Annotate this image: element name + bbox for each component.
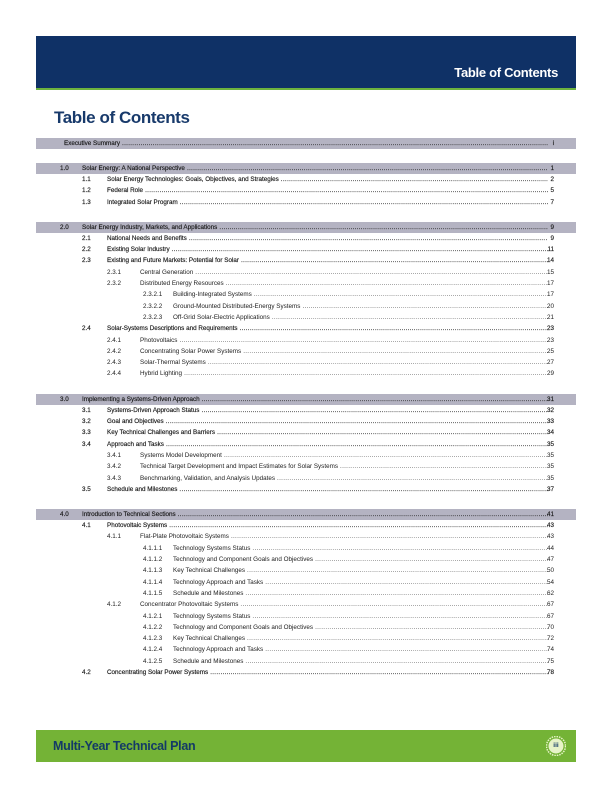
toc-entry-number: 4.1.2 (107, 601, 122, 609)
toc-entry[interactable] (36, 554, 576, 565)
toc-entry-number: 3.2 (82, 418, 91, 426)
toc-entry-title: National Needs and Benefits ..... (107, 233, 548, 244)
toc-entry[interactable] (36, 588, 576, 599)
toc-entry[interactable] (36, 439, 576, 450)
toc-entry[interactable] (36, 543, 576, 554)
toc-entry-number: 4.1.2.2 (143, 623, 163, 631)
toc-entry-title: Concentrating Solar Power Systems ..... (107, 667, 548, 678)
toc-entry-page: 62 (546, 589, 554, 597)
toc-entry-page: 21 (546, 313, 554, 321)
toc-entry-title: Building-Integrated Systems ..... (173, 289, 548, 300)
toc-entry-number: 4.1.2.1 (143, 612, 163, 620)
toc-entry-number: 2.1 (82, 234, 91, 242)
toc-entry-page: 31 (546, 395, 554, 403)
toc-entry-title: Schedule and Milestones ..... (173, 656, 548, 667)
toc-section[interactable] (36, 138, 576, 149)
toc-entry-page: 35 (546, 463, 554, 471)
toc-entry[interactable] (36, 244, 576, 255)
toc-entry[interactable] (36, 289, 576, 300)
toc-entry-number: 3.4 (82, 440, 91, 448)
toc-entry-number: 2.2 (82, 246, 91, 254)
toc-entry-number: 2.3.2.2 (143, 302, 163, 310)
toc-entry-title: Technical Target Development and Impact Estimates for Solar Systems ..... (140, 461, 548, 472)
toc-entry-number: 3.3 (82, 429, 91, 437)
toc-entry[interactable] (36, 301, 576, 312)
toc-entry-page: 9 (550, 234, 554, 242)
toc-entry-title: Existing and Future Markets: Potential for Solar ..... (107, 255, 548, 266)
toc-entry-title: Benchmarking, Validation, and Analysis Updates ..... (140, 473, 548, 484)
toc-entry-number: 2.4.1 (107, 336, 122, 344)
toc-entry-page: 1 (550, 165, 554, 172)
toc-entry[interactable] (36, 531, 576, 542)
toc-entry-page: 7 (550, 198, 554, 206)
toc-entry-page: 44 (546, 544, 554, 552)
table-of-contents (36, 138, 576, 678)
toc-entry[interactable] (36, 416, 576, 427)
toc-entry-number: 4.1.2.5 (143, 657, 163, 665)
toc-entry-number: 4.1.1.4 (143, 578, 163, 586)
toc-entry[interactable] (36, 368, 576, 379)
toc-entry[interactable] (36, 473, 576, 484)
toc-entry-page: 43 (546, 533, 554, 541)
toc-entry-page: 33 (546, 418, 554, 426)
toc-entry-page: 67 (546, 612, 554, 620)
toc-entry-title: Executive Summary ..... (64, 138, 548, 149)
toc-entry-title: Distributed Energy Resources ..... (140, 278, 548, 289)
page-header (36, 36, 576, 90)
toc-entry-title: Federal Role ..... (107, 185, 548, 196)
toc-entry-number: 2.3 (82, 257, 91, 265)
toc-entry[interactable] (36, 346, 576, 357)
toc-entry-number: 4.1.1.1 (143, 544, 163, 552)
toc-entry-title: Approach and Tasks ..... (107, 439, 548, 450)
toc-entry-page: 47 (546, 556, 554, 564)
toc-entry-number: 2.4 (82, 325, 91, 333)
toc-entry-title: Systems-Driven Approach Status ..... (107, 405, 548, 416)
toc-entry[interactable] (36, 577, 576, 588)
toc-entry-title: Photovoltaics ..... (140, 335, 548, 346)
toc-entry-page: 20 (546, 302, 554, 310)
toc-entry-number: 1.0 (60, 165, 69, 172)
toc-entry-number: 4.0 (60, 511, 69, 519)
toc-entry-page: i (552, 140, 554, 147)
toc-entry-title: Photovoltaic Systems ..... (107, 520, 548, 531)
toc-section[interactable] (36, 163, 576, 174)
footer-title: Multi-Year Technical Plan (53, 739, 196, 753)
toc-entry-page: 37 (546, 485, 554, 493)
toc-entry-page: 35 (546, 440, 554, 448)
toc-entry-title: Concentrating Solar Power Systems ..... (140, 346, 548, 357)
toc-entry[interactable] (36, 450, 576, 461)
toc-entry[interactable] (36, 611, 576, 622)
toc-entry-page: 23 (546, 325, 554, 333)
toc-entry-page: 78 (546, 668, 554, 676)
toc-entry-number: 3.4.3 (107, 474, 122, 482)
toc-section[interactable] (36, 394, 576, 405)
toc-entry-number: 4.1.1.3 (143, 567, 163, 575)
toc-entry-page: 2 (550, 176, 554, 183)
toc-entry-number: 1.1 (82, 176, 91, 183)
toc-entry[interactable] (36, 644, 576, 655)
toc-entry-page: 35 (546, 474, 554, 482)
toc-entry[interactable] (36, 233, 576, 244)
toc-entry-number: 4.1.2.4 (143, 646, 163, 654)
toc-entry-number: 4.1.1.2 (143, 556, 163, 564)
toc-entry[interactable] (36, 633, 576, 644)
toc-entry-page: 43 (546, 522, 554, 530)
header-title: Table of Contents (454, 65, 558, 80)
toc-entry-title: Goal and Objectives ..... (107, 416, 548, 427)
toc-entry-title: Introduction to Technical Sections ..... (82, 509, 548, 520)
toc-entry-page: 72 (546, 635, 554, 643)
toc-entry-title: Systems Model Development ..... (140, 450, 548, 461)
toc-section[interactable] (36, 222, 576, 233)
toc-entry-number: 4.1.2.3 (143, 635, 163, 643)
toc-entry-title: Technology Systems Status ..... (173, 543, 548, 554)
page-title: Table of Contents (54, 108, 190, 127)
toc-entry-title: Key Technical Challenges ..... (173, 565, 548, 576)
toc-entry[interactable] (36, 357, 576, 368)
toc-entry-number: 2.3.2.3 (143, 313, 163, 321)
toc-entry-title: Schedule and Milestones ..... (107, 484, 548, 495)
toc-entry-number: 2.4.4 (107, 370, 122, 378)
toc-entry-page: 70 (546, 623, 554, 631)
toc-entry-page: 35 (546, 451, 554, 459)
toc-entry-number: 4.2 (82, 668, 91, 676)
toc-entry[interactable] (36, 599, 576, 610)
toc-entry-title: Implementing a Systems-Driven Approach ..... (82, 394, 548, 405)
toc-entry-title: Technology and Component Goals and Objectives ..... (173, 622, 548, 633)
sun-badge-icon (546, 736, 566, 756)
toc-entry-number: 2.4.3 (107, 359, 122, 367)
toc-entry[interactable] (36, 405, 576, 416)
toc-entry-title: Solar Energy Technologies: Goals, Objectives, and Strategies ..... (107, 174, 548, 185)
toc-entry[interactable] (36, 335, 576, 346)
toc-entry-title: Technology Approach and Tasks ..... (173, 644, 548, 655)
toc-entry-page: 29 (546, 370, 554, 378)
toc-entry[interactable] (36, 427, 576, 438)
toc-entry-page: 50 (546, 567, 554, 575)
toc-entry-page: 25 (546, 347, 554, 355)
toc-entry[interactable] (36, 656, 576, 667)
toc-entry-page: 5 (550, 187, 554, 195)
page-number: iii (553, 742, 559, 749)
page-footer (36, 730, 576, 762)
toc-entry-page: 17 (546, 280, 554, 288)
toc-entry-title: Schedule and Milestones ..... (173, 588, 548, 599)
toc-entry-page: 75 (546, 657, 554, 665)
toc-entry-title: Flat-Plate Photovoltaic Systems ..... (140, 531, 548, 542)
toc-entry-number: 4.1 (82, 522, 91, 530)
toc-entry-title: Technology and Component Goals and Objectives ..... (173, 554, 548, 565)
toc-entry[interactable] (36, 312, 576, 323)
toc-entry-page: 32 (546, 406, 554, 414)
toc-entry-page: 41 (546, 511, 554, 519)
toc-entry-page: 23 (546, 336, 554, 344)
toc-entry[interactable] (36, 484, 576, 495)
toc-entry[interactable] (36, 622, 576, 633)
toc-entry-number: 3.5 (82, 485, 91, 493)
toc-entry-number: 2.3.2.1 (143, 291, 163, 299)
toc-entry-number: 3.4.1 (107, 451, 122, 459)
toc-entry-title: Ground-Mounted Distributed-Energy Systems ..... (173, 301, 548, 312)
toc-entry-page: 67 (546, 601, 554, 609)
toc-entry-page: 27 (546, 359, 554, 367)
toc-entry-title: Solar Energy: A National Perspective ..... (82, 163, 548, 174)
toc-entry-page: 74 (546, 646, 554, 654)
toc-entry-page: 17 (546, 291, 554, 299)
toc-entry-page: 15 (546, 268, 554, 276)
toc-entry-title: Central Generation ..... (140, 267, 548, 278)
toc-entry-title: Solar Energy Industry, Markets, and Applications ..... (82, 222, 548, 233)
toc-entry[interactable] (36, 461, 576, 472)
toc-entry-page: 34 (546, 429, 554, 437)
toc-entry-title: Hybrid Lighting ..... (140, 368, 548, 379)
toc-entry-number: 1.2 (82, 187, 91, 195)
toc-entry-number: 3.0 (60, 395, 69, 403)
toc-entry-number: 3.4.2 (107, 463, 122, 471)
toc-entry[interactable] (36, 278, 576, 289)
toc-entry-page: 14 (546, 257, 554, 265)
toc-entry-title: Solar-Systems Descriptions and Requirements ..... (107, 323, 548, 334)
toc-entry-title: Existing Solar Industry ..... (107, 244, 548, 255)
toc-entry-title: Integrated Solar Program ..... (107, 197, 548, 208)
toc-entry[interactable] (36, 565, 576, 576)
toc-entry[interactable] (36, 267, 576, 278)
toc-entry[interactable] (36, 667, 576, 678)
toc-entry-page: 54 (546, 578, 554, 586)
toc-entry-number: 4.1.1 (107, 533, 122, 541)
toc-entry-number: 2.3.1 (107, 268, 122, 276)
toc-entry-page: 9 (550, 223, 554, 231)
toc-entry-number: 4.1.1.5 (143, 589, 163, 597)
toc-entry-number: 2.3.2 (107, 280, 122, 288)
toc-entry[interactable] (36, 520, 576, 531)
toc-entry-title: Key Technical Challenges and Barriers ..... (107, 427, 548, 438)
toc-entry-number: 2.0 (60, 223, 69, 231)
toc-entry[interactable] (36, 255, 576, 266)
toc-entry-title: Solar-Thermal Systems ..... (140, 357, 548, 368)
toc-entry[interactable] (36, 185, 576, 196)
toc-entry-number: 1.3 (82, 198, 91, 206)
toc-entry-page: 11 (547, 246, 554, 254)
toc-entry-number: 3.1 (82, 406, 91, 414)
toc-entry[interactable] (36, 323, 576, 334)
toc-entry-title: Concentrator Photovoltaic Systems ..... (140, 599, 548, 610)
toc-entry-title: Technology Approach and Tasks ..... (173, 577, 548, 588)
toc-entry-number: 2.4.2 (107, 347, 122, 355)
toc-entry-title: Off-Grid Solar-Electric Applications ..... (173, 312, 548, 323)
toc-entry-title: Key Technical Challenges ..... (173, 633, 548, 644)
toc-section[interactable] (36, 509, 576, 520)
toc-entry-title: Technology Systems Status ..... (173, 611, 548, 622)
toc-entry[interactable] (36, 197, 576, 208)
toc-entry[interactable] (36, 174, 576, 185)
